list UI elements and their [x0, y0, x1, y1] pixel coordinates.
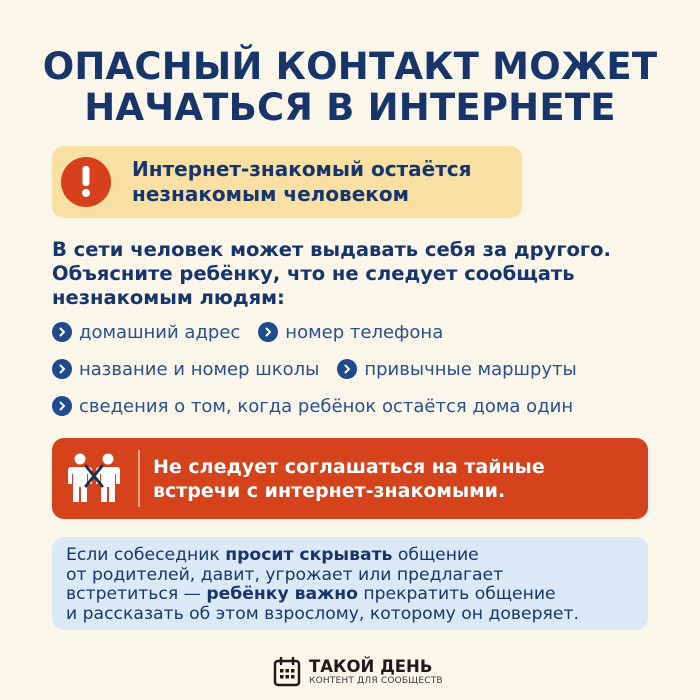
page-title	[0, 46, 700, 128]
intro-line-1: В сети человек может выдавать себя за другого.	[52, 238, 611, 261]
chevron-right-icon	[258, 322, 278, 342]
list-item	[52, 322, 240, 343]
intro-text	[52, 238, 662, 310]
advice-fragment: встретиться —	[66, 584, 207, 604]
advice-line-3	[66, 585, 641, 605]
brand-name: ТАКОЙ ДЕНЬ	[309, 656, 433, 676]
list-item-label: название и номер школы	[79, 358, 320, 380]
advice-line-4: и рассказать об этом взрослому, которому он доверяет.	[66, 603, 579, 624]
advice-line-2: от родителей, давит, угрожает или предлагает	[66, 564, 504, 585]
title-line-2: НАЧАТЬСЯ В ИНТЕРНЕТЕ	[84, 86, 616, 129]
brand-footer	[273, 654, 443, 690]
advice-line-1	[66, 546, 641, 566]
warning-text	[132, 157, 512, 207]
warning-box	[52, 146, 522, 218]
brand	[309, 658, 443, 687]
list-item	[52, 359, 319, 380]
list-row-1	[52, 319, 461, 345]
people-crossed-icon	[66, 452, 122, 504]
chevron-right-icon	[52, 396, 72, 416]
exclamation-icon	[61, 157, 111, 207]
alert-box	[52, 438, 648, 519]
list-item-label: привычные маршруты	[364, 358, 577, 380]
advice-emphasis: просит скрывать	[225, 545, 393, 565]
alert-line-1: Не следует соглашаться на тайные	[153, 456, 545, 478]
list-item-label: номер телефона	[285, 321, 444, 343]
alert-line-2: встречи с интернет-знакомыми.	[153, 480, 506, 502]
advice-fragment: Если собеседник	[66, 545, 226, 565]
chevron-right-icon	[337, 359, 357, 379]
list-row-3	[52, 393, 591, 419]
alert-text	[153, 455, 633, 503]
chevron-right-icon	[52, 359, 72, 379]
list-row-2	[52, 356, 595, 382]
calendar-icon	[273, 656, 303, 688]
advice-text	[66, 546, 641, 624]
advice-fragment: прекратить общение	[357, 584, 556, 604]
list-item	[52, 396, 573, 417]
list-item-label: домашний адрес	[79, 321, 241, 343]
list-item	[337, 359, 576, 380]
warning-line-2: незнакомым человеком	[132, 182, 409, 206]
list-item-label: сведения о том, когда ребёнок остаётся дома один	[79, 395, 574, 417]
brand-tagline: КОНТЕНТ ДЛЯ СООБЩЕСТВ	[309, 675, 443, 686]
advice-emphasis: ребёнку важно	[206, 584, 358, 604]
list-item	[258, 322, 443, 343]
title-line-1: ОПАСНЫЙ КОНТАКТ МОЖЕТ	[42, 45, 658, 88]
warning-line-1: Интернет-знакомый остаётся	[132, 157, 472, 181]
advice-box	[52, 537, 648, 630]
intro-line-3: незнакомым людям:	[52, 286, 285, 309]
advice-fragment: общение	[392, 545, 479, 565]
chevron-right-icon	[52, 322, 72, 342]
alert-divider	[138, 450, 140, 507]
intro-line-2: Объясните ребёнку, что не следует сообщать	[52, 262, 575, 285]
